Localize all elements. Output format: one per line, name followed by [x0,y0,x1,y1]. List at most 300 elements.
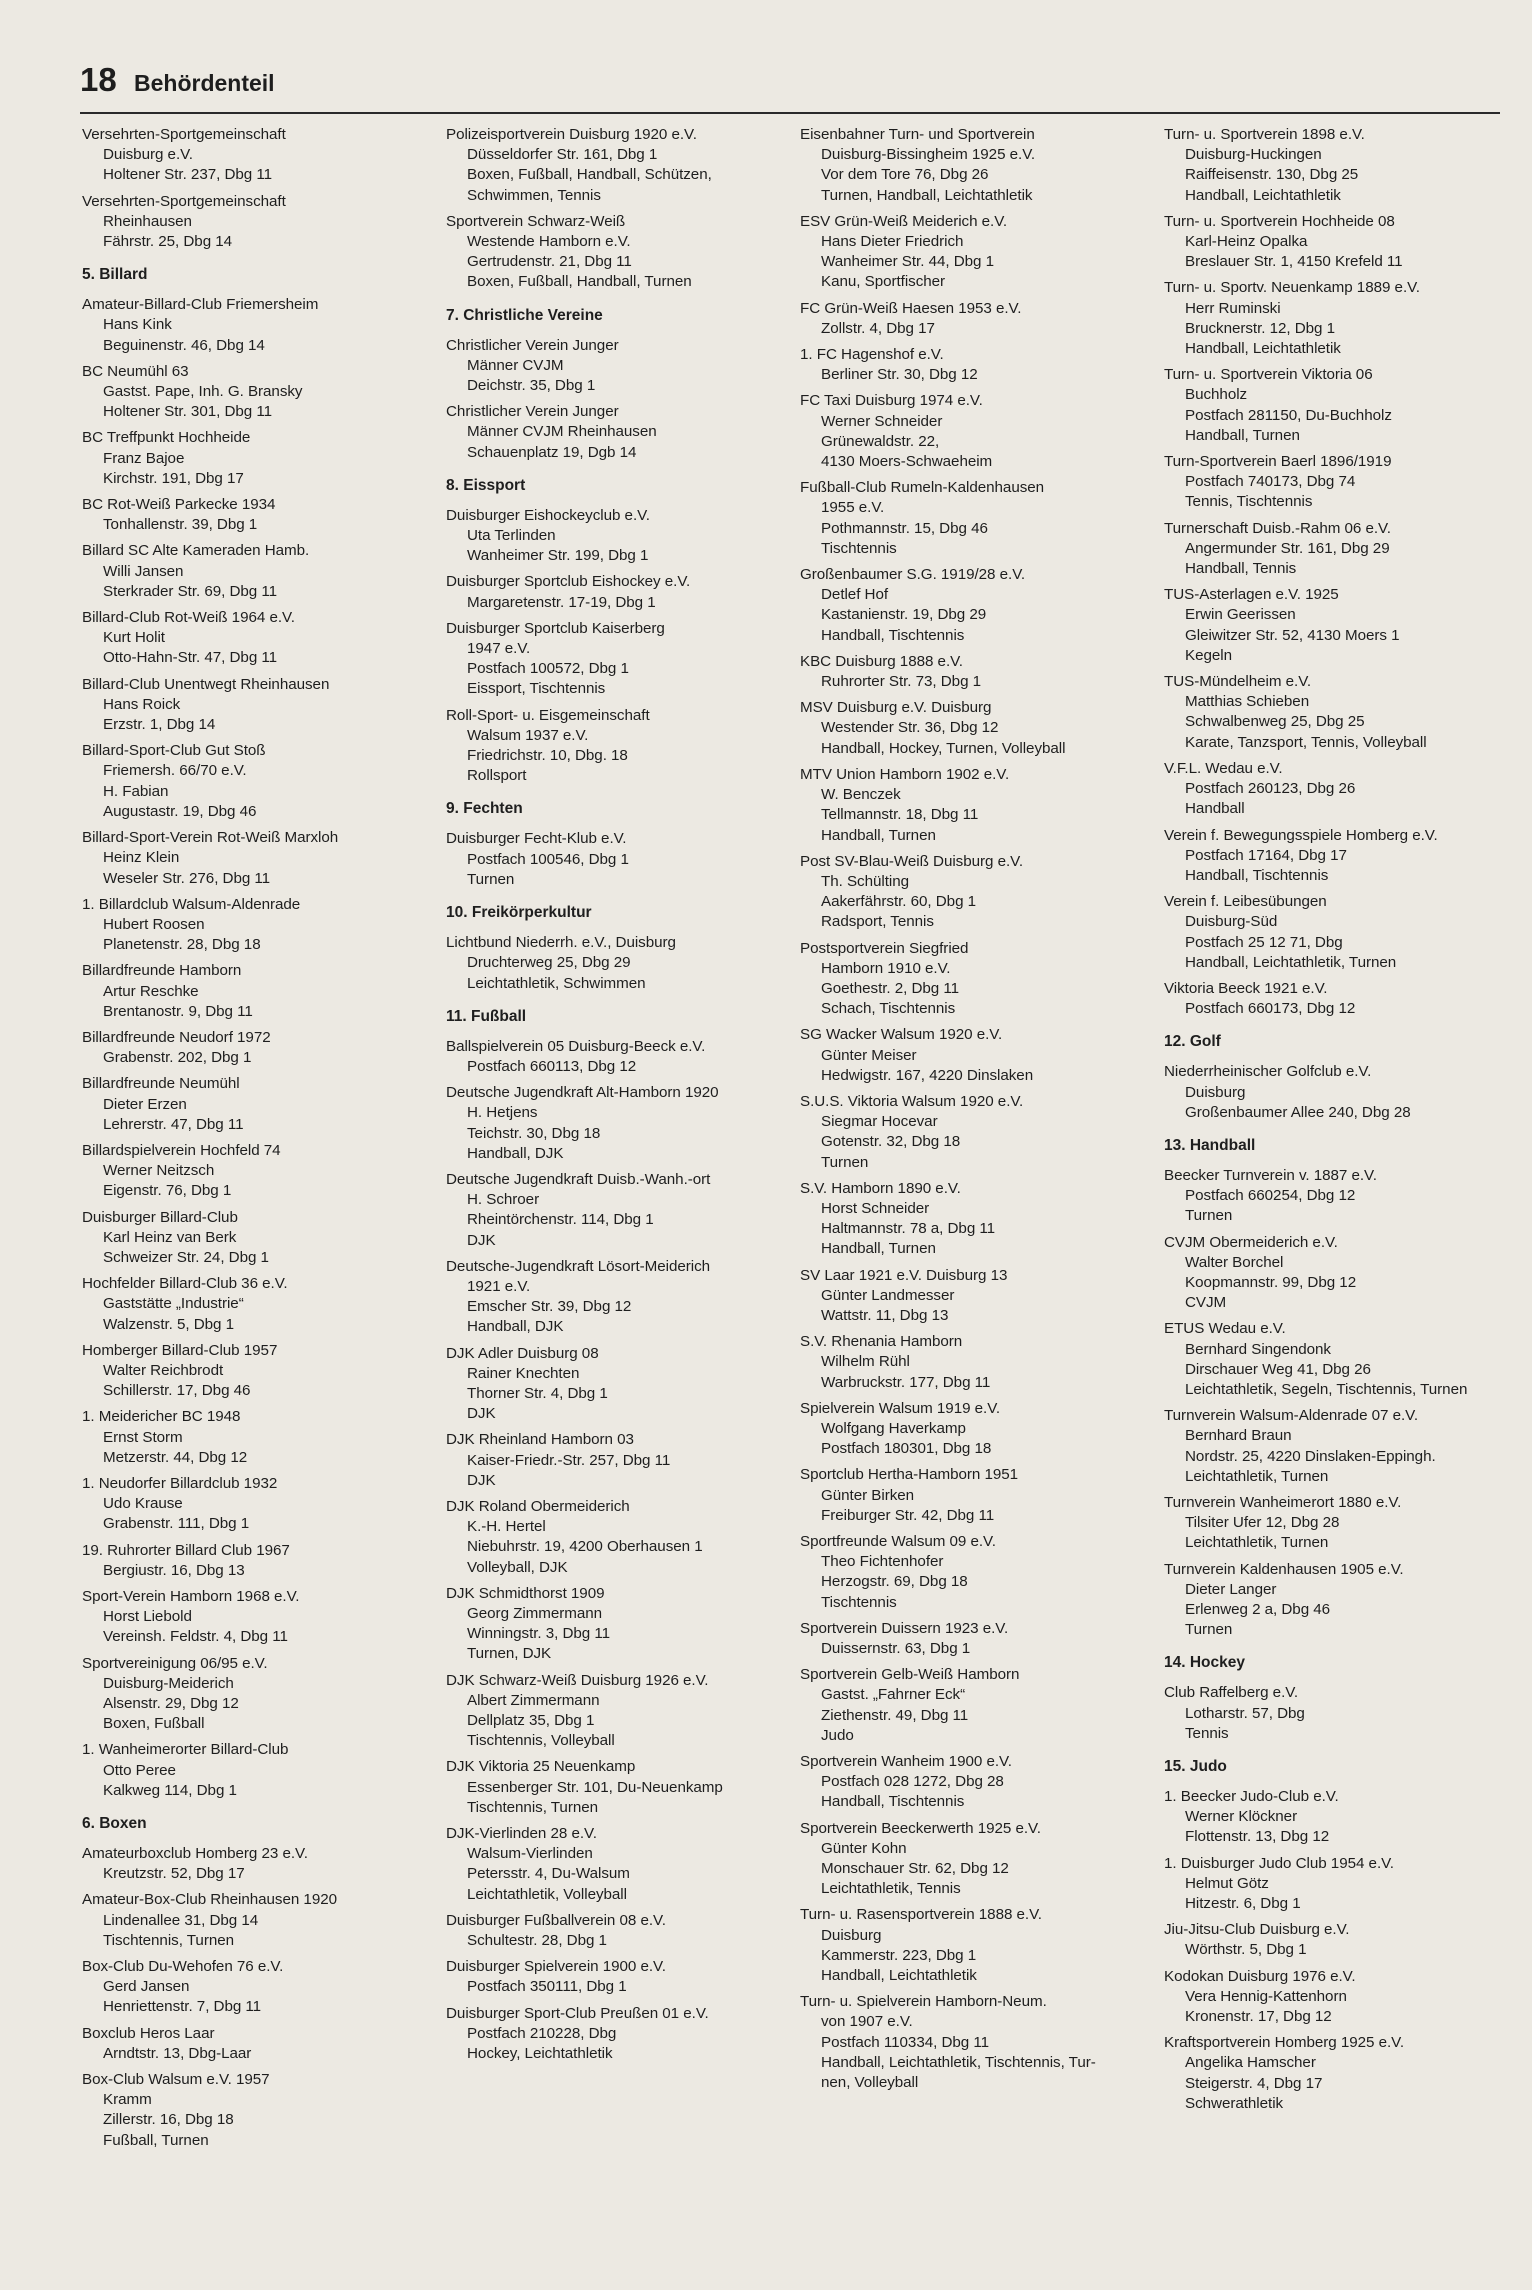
club-name: Großenbaumer S.G. 1919/28 e.V. [800,566,1026,584]
club-detail: Hans Roick [103,695,181,713]
club-detail: Niebuhrstr. 19, 4200 Oberhausen 1 [467,1538,703,1556]
club-entry [1164,826,1499,887]
club-detail: Handball, Leichtathletik, Tischtennis, Tur- [821,2053,1096,2071]
club-entry [82,1407,417,1468]
club-entry [800,1665,1135,1746]
club-entry [1164,672,1499,753]
club-name: Turnerschaft Duisb.-Rahm 06 e.V. [1164,519,1391,537]
club-detail: Hitzestr. 6, Dbg 1 [1185,1895,1301,1913]
club-name: Postsportverein Siegfried [800,939,969,957]
club-detail: Weseler Str. 276, Dbg 11 [103,869,271,887]
club-name: 1. Wanheimerorter Billard-Club [82,1741,289,1759]
category-heading: 14. Hockey [1164,1654,1245,1672]
club-name: Sportclub Hertha-Hamborn 1951 [800,1466,1019,1484]
club-detail: Horst Schneider [821,1199,930,1217]
club-detail: Werner Schneider [821,412,943,430]
club-detail: Kurt Holit [103,629,165,647]
club-detail: Dirschauer Weg 41, Dbg 26 [1185,1360,1371,1378]
club-name: Niederrheinischer Golfclub e.V. [1164,1063,1372,1081]
club-detail: Rheinhausen [103,212,192,230]
club-detail: Westender Str. 36, Dbg 12 [821,719,999,737]
club-name: KBC Duisburg 1888 e.V. [800,652,963,670]
club-detail: K.-H. Hertel [467,1518,546,1536]
club-detail: Walter Borchel [1185,1253,1284,1271]
club-name: Spielverein Walsum 1919 e.V. [800,1399,1001,1417]
club-detail: Freiburger Str. 42, Dbg 11 [821,1506,995,1524]
club-detail: Ruhrorter Str. 73, Dbg 1 [821,673,982,691]
club-detail: Schauenplatz 19, Dgb 14 [467,443,637,461]
club-name: DJK-Vierlinden 28 e.V. [446,1825,597,1843]
club-detail: Helmut Götz [1185,1874,1269,1892]
club-name: Ballspielverein 05 Duisburg-Beeck e.V. [446,1037,706,1055]
club-name: Amateurboxclub Homberg 23 e.V. [82,1845,308,1863]
club-detail: Handball, Tennis [1185,560,1297,578]
club-entry [446,1037,781,1077]
club-detail: Grabenstr. 111, Dbg 1 [103,1515,250,1533]
club-name: Box-Club Walsum e.V. 1957 [82,2071,270,2089]
club-detail: Friedrichstr. 10, Dbg. 18 [467,747,628,765]
club-detail: Margaretenstr. 17-19, Dbg 1 [467,593,656,611]
club-detail: Schach, Tischtennis [821,1000,956,1018]
club-entry [82,362,417,423]
club-detail: Horst Liebold [103,1608,192,1626]
club-name: Versehrten-Sportgemeinschaft [82,126,286,143]
club-detail: Willi Jansen [103,562,184,580]
directory-group [82,1813,417,2151]
category-heading: 12. Golf [1164,1033,1221,1051]
club-name: DJK Rheinland Hamborn 03 [446,1431,634,1449]
club-detail: Lindenallee 31, Dbg 14 [103,1911,259,1929]
club-detail: H. Schroer [467,1191,540,1209]
club-detail: Kramm [103,2091,152,2109]
club-name: Homberger Billard-Club 1957 [82,1341,278,1359]
club-detail: Koopmannstr. 99, Dbg 12 [1185,1273,1357,1291]
club-name: TUS-Mündelheim e.V. [1164,673,1312,691]
club-detail: Steigerstr. 4, Dbg 17 [1185,2074,1323,2092]
directory-group [82,264,417,1801]
club-name: Duisburger Fecht-Klub e.V. [446,830,627,848]
club-detail: Gertrudenstr. 21, Dbg 11 [467,253,632,271]
club-detail: Hubert Roosen [103,915,205,933]
club-detail: Druchterweg 25, Dbg 29 [467,954,631,972]
club-entry [800,1266,1135,1327]
club-entry [800,1752,1135,1813]
club-name: ETUS Wedau e.V. [1164,1320,1286,1338]
club-detail: Duisburg-Meiderich [103,1674,234,1692]
club-detail: Düsseldorfer Str. 161, Dbg 1 [467,146,658,164]
club-name: Billardspielverein Hochfeld 74 [82,1141,281,1159]
club-entry [800,852,1135,933]
club-name: Duisburger Billard-Club [82,1208,238,1226]
club-detail: Volleyball, DJK [467,1558,568,1576]
club-detail: Duisburg e.V. [103,146,193,164]
club-detail: Handball, Turnen [1185,426,1300,444]
club-detail: Leichtathletik, Volleyball [467,1885,627,1903]
club-detail: Leichtathletik, Turnen [1185,1534,1329,1552]
club-entry [1164,2033,1499,2114]
category-heading: 7. Christliche Vereine [446,306,603,324]
category-heading: 11. Fußball [446,1007,527,1025]
club-detail: Erzstr. 1, Dbg 14 [103,716,216,734]
club-detail: Vereinsh. Feldstr. 4, Dbg 11 [103,1628,288,1646]
club-entry [1164,1854,1499,1915]
club-entry [1164,365,1499,446]
club-detail: Postfach 100546, Dbg 1 [467,850,629,868]
directory-group [446,125,781,293]
club-detail: Siegmar Hocevar [821,1113,938,1131]
club-entry [1164,1560,1499,1641]
club-detail: Karl Heinz van Berk [103,1228,237,1246]
club-detail: Thorner Str. 4, Dbg 1 [467,1384,608,1402]
club-detail: Alsenstr. 29, Dbg 12 [103,1695,239,1713]
club-detail: Postfach 281150, Du-Buchholz [1185,406,1392,424]
club-entry [1164,1920,1499,1960]
club-name: Turn- u. Spielverein Hamborn-Neum. [800,1993,1047,2011]
club-detail: Teichstr. 30, Dbg 18 [467,1124,601,1142]
club-detail: Matthias Schieben [1185,693,1310,711]
club-detail: Dieter Erzen [103,1095,187,1113]
club-detail: Hans Kink [103,316,172,334]
club-detail: Goethestr. 2, Dbg 11 [821,979,960,997]
club-entry [800,1619,1135,1659]
club-detail: Sterkrader Str. 69, Dbg 11 [103,582,278,600]
club-detail: Judo [821,1726,854,1744]
directory-group [1164,1652,1499,1744]
club-entry [82,1957,417,2018]
club-name: Viktoria Beeck 1921 e.V. [1164,979,1328,997]
club-entry [82,1541,417,1581]
club-name: Billardfreunde Neudorf 1972 [82,1028,271,1046]
club-entry [1164,759,1499,820]
club-detail: 1947 e.V. [467,640,531,658]
club-detail: Leichtathletik, Tennis [821,1880,961,1898]
club-name: Versehrten-Sportgemeinschaft [82,192,286,210]
club-name: Duisburger Sport-Club Preußen 01 e.V. [446,2004,709,2022]
club-name: Jiu-Jitsu-Club Duisburg e.V. [1164,1921,1350,1939]
club-detail: Albert Zimmermann [467,1691,600,1709]
club-detail: Warbruckstr. 177, Dbg 11 [821,1373,991,1391]
club-entry [82,961,417,1022]
club-entry [446,506,781,567]
club-detail: Duisburg-Bissingheim 1925 e.V. [821,146,1036,164]
club-detail: Vera Hennig-Kattenhorn [1185,1987,1347,2005]
club-entry [82,1844,417,1884]
club-entry [82,1341,417,1402]
club-entry [82,675,417,736]
club-entry [800,478,1135,559]
club-name: CVJM Obermeiderich e.V. [1164,1233,1338,1251]
directory-group [1164,1031,1499,1123]
club-name: Turnverein Walsum-Aldenrade 07 e.V. [1164,1407,1419,1425]
club-entry [800,1819,1135,1900]
club-entry [1164,1062,1499,1123]
club-detail: Günter Kohn [821,1839,907,1857]
club-detail: Karl-Heinz Opalka [1185,233,1308,251]
club-detail: Hedwigstr. 167, 4220 Dinslaken [821,1066,1034,1084]
club-name: Turn- u. Sportverein Hochheide 08 [1164,212,1395,230]
club-entry [800,125,1135,206]
club-detail: Otto-Hahn-Str. 47, Dbg 11 [103,649,278,667]
club-entry [1164,892,1499,973]
club-detail: Zillerstr. 16, Dbg 18 [103,2111,234,2129]
club-detail: Tischtennis, Turnen [103,1931,235,1949]
club-name: 1. Neudorfer Billardclub 1932 [82,1474,278,1492]
club-detail: Handball, Leichtathletik [1185,340,1341,358]
directory-group [82,125,417,186]
club-name: Deutsche-Jugendkraft Lösort-Meiderich [446,1257,711,1275]
club-detail: Bernhard Braun [1185,1427,1292,1445]
club-detail: Winningstr. 3, Dbg 11 [467,1625,611,1643]
club-name: 1. Duisburger Judo Club 1954 e.V. [1164,1854,1394,1872]
club-entry [1164,1166,1499,1227]
directory-group [1164,1756,1499,2114]
club-detail: Augustastr. 19, Dbg 46 [103,802,257,820]
club-detail: Grünewaldstr. 22, [821,432,940,450]
club-entry [800,1092,1135,1173]
club-detail: Henriettenstr. 7, Dbg 11 [103,1998,262,2016]
club-entry [1164,519,1499,580]
club-detail: H. Fabian [103,782,169,800]
column-1 [82,125,417,2157]
club-name: Billard-Sport-Club Gut Stoß [82,742,266,760]
club-entry [82,495,417,535]
club-detail: Emscher Str. 39, Dbg 12 [467,1298,632,1316]
club-detail: Gastst. „Fahrner Eck“ [821,1686,966,1704]
club-entry [446,1430,781,1491]
club-entry [800,1465,1135,1526]
club-detail: Kronenstr. 17, Dbg 12 [1185,2008,1332,2026]
club-detail: Handball [1185,800,1245,818]
club-entry [1164,1406,1499,1487]
club-entry [446,619,781,700]
club-entry [446,1497,781,1578]
club-detail: Arndtstr. 13, Dbg-Laar [103,2044,252,2062]
club-detail: Tischtennis [821,1593,897,1611]
club-detail: Herr Ruminski [1185,299,1281,317]
category-heading: 5. Billard [82,266,148,284]
club-detail: Detlef Hof [821,586,889,604]
column-3 [800,125,1135,2099]
club-detail: Postfach 210228, Dbg [467,2024,617,2042]
section-title: Behördenteil [134,70,275,96]
club-detail: Postfach 350111, Dbg 1 [467,1978,627,1996]
directory-group [446,902,781,994]
club-name: Sportverein Schwarz-Weiß [446,212,626,230]
club-detail: Tennis [1185,1724,1229,1742]
club-detail: Zollstr. 4, Dbg 17 [821,319,935,337]
club-detail: Aakerfährstr. 60, Dbg 1 [821,893,977,911]
club-detail: Walter Reichbrodt [103,1361,224,1379]
club-detail: Postfach 25 12 71, Dbg [1185,933,1343,951]
club-entry [800,1399,1135,1460]
club-entry [446,1757,781,1818]
club-entry [1164,452,1499,513]
club-detail: Wörthstr. 5, Dbg 1 [1185,1941,1307,1959]
club-detail: Duisburg [821,1926,882,1944]
club-entry [1164,1493,1499,1554]
club-detail: Postfach 260123, Dbg 26 [1185,780,1356,798]
club-detail: Kaiser-Friedr.-Str. 257, Dbg 11 [467,1451,671,1469]
club-name: Duisburger Sportclub Eishockey e.V. [446,573,691,591]
club-entry [82,1587,417,1648]
club-entry [82,2070,417,2151]
club-detail: 4130 Moers-Schwaeheim [821,453,993,471]
category-heading: 13. Handball [1164,1136,1256,1154]
club-detail: Hamborn 1910 e.V. [821,959,951,977]
club-entry [82,295,417,356]
club-entry [446,1957,781,1997]
category-heading: 8. Eissport [446,476,526,494]
club-entry [82,1890,417,1951]
club-detail: Gotenstr. 32, Dbg 18 [821,1133,961,1151]
column-2 [446,125,781,2070]
club-entry [446,212,781,293]
club-name: Roll-Sport- u. Eisgemeinschaft [446,706,650,724]
club-entry [1164,1233,1499,1314]
club-entry [446,572,781,612]
club-detail: Walsum-Vierlinden [467,1845,593,1863]
club-name: Turn-Sportverein Baerl 1896/1919 [1164,453,1392,471]
club-entry [82,192,417,253]
club-detail: Handball, Leichtathletik [1185,186,1341,204]
club-entry [446,1083,781,1164]
club-name: Amateur-Box-Club Rheinhausen 1920 [82,1891,338,1909]
club-detail: DJK [467,1405,496,1423]
club-detail: Duissernstr. 63, Dbg 1 [821,1640,971,1658]
club-detail: Erwin Geerissen [1185,606,1296,624]
club-entry [446,2004,781,2065]
club-entry [446,1584,781,1665]
club-detail: Turnen, DJK [467,1645,552,1663]
club-entry [800,939,1135,1020]
club-entry [82,428,417,489]
club-detail: Großenbaumer Allee 240, Dbg 28 [1185,1103,1411,1121]
club-detail: Rollsport [467,767,527,785]
club-detail: Tischtennis [821,539,897,557]
club-detail: Handball, DJK [467,1144,564,1162]
club-detail: Kastanienstr. 19, Dbg 29 [821,606,987,624]
club-detail: Friemersh. 66/70 e.V. [103,762,247,780]
club-entry [82,1274,417,1335]
club-entry [446,402,781,463]
category-heading: 15. Judo [1164,1758,1227,1776]
club-detail: Fußball, Turnen [103,2131,209,2149]
club-detail: von 1907 e.V. [821,2013,913,2031]
club-detail: Karate, Tanzsport, Tennis, Volleyball [1185,733,1427,751]
club-detail: Handball, Hockey, Turnen, Volleyball [821,739,1066,757]
club-detail: Metzerstr. 44, Dbg 12 [103,1448,248,1466]
club-detail: Gastst. Pape, Inh. G. Bransky [103,383,303,401]
club-detail: DJK [467,1471,496,1489]
club-detail: Heinz Klein [103,849,180,867]
club-entry [1164,1683,1499,1744]
club-detail: Boxen, Fußball, Handball, Turnen [467,273,692,291]
club-entry [446,1671,781,1752]
club-detail: Beguinenstr. 46, Dbg 14 [103,336,265,354]
club-name: 19. Ruhrorter Billard Club 1967 [82,1541,290,1559]
club-detail: Gerd Jansen [103,1978,190,1996]
club-detail: Schweizer Str. 24, Dbg 1 [103,1248,269,1266]
club-name: Sport-Verein Hamborn 1968 e.V. [82,1588,300,1605]
club-detail: Erlenweg 2 a, Dbg 46 [1185,1601,1331,1618]
club-detail: Boxen, Fußball [103,1715,205,1733]
club-entry [800,212,1135,293]
club-entry [800,299,1135,339]
column-4 [1164,125,1499,2120]
club-detail: nen, Volleyball [821,2074,919,2092]
club-detail: Pothmannstr. 15, Dbg 46 [821,519,988,537]
club-entry [82,2024,417,2064]
club-entry [446,1170,781,1251]
club-detail: Günter Birken [821,1486,915,1504]
club-detail: Deichstr. 35, Dbg 1 [467,377,596,395]
club-entry [82,828,417,889]
club-entry [800,1905,1135,1986]
club-name: Duisburger Sportclub Kaiserberg [446,619,665,637]
club-detail: Hockey, Leichtathletik [467,2045,613,2063]
club-entry [82,1141,417,1202]
club-detail: Artur Reschke [103,982,199,1000]
club-name: Sportverein Beeckerwerth 1925 e.V. [800,1819,1041,1837]
club-detail: Männer CVJM [467,356,564,374]
club-entry [1164,1787,1499,1848]
club-detail: Eissport, Tischtennis [467,680,606,698]
club-detail: Schillerstr. 17, Dbg 46 [103,1382,251,1400]
club-detail: Rainer Knechten [467,1364,580,1382]
club-detail: Postfach 660113, Dbg 12 [467,1057,637,1075]
directory-group [446,475,781,787]
club-name: Sportverein Wanheim 1900 e.V. [800,1753,1012,1771]
club-detail: Handball, Leichtathletik [821,1967,977,1985]
club-detail: Wanheimer Str. 44, Dbg 1 [821,253,994,271]
club-entry [446,336,781,397]
club-entry [446,1911,781,1951]
club-detail: Kreutzstr. 52, Dbg 17 [103,1865,245,1883]
club-detail: Rheintörchenstr. 114, Dbg 1 [467,1211,654,1229]
club-name: DJK Schmidthorst 1909 [446,1584,605,1602]
club-detail: Vor dem Tore 76, Dbg 26 [821,166,989,184]
club-detail: Wattstr. 11, Dbg 13 [821,1306,949,1324]
club-detail: Angermunder Str. 161, Dbg 29 [1185,539,1390,557]
club-entry [446,933,781,994]
club-detail: Postfach 740173, Dbg 74 [1185,473,1356,491]
club-name: 1. Beecker Judo-Club e.V. [1164,1788,1339,1806]
club-detail: Handball, Tischtennis [821,1793,965,1811]
club-name: Billard-Club Rot-Weiß 1964 e.V. [82,609,295,627]
club-detail: Haltmannstr. 78 a, Dbg 11 [821,1220,996,1238]
club-detail: Turnen [1185,1207,1233,1225]
club-detail: Werner Klöckner [1185,1808,1298,1826]
club-name: Eisenbahner Turn- und Sportverein [800,126,1035,143]
club-detail: Lotharstr. 57, Dbg [1185,1704,1305,1722]
club-detail: Angelika Hamscher [1185,2054,1316,2072]
club-name: Boxclub Heros Laar [82,2024,215,2042]
club-detail: Gleiwitzer Str. 52, 4130 Moers 1 [1185,626,1400,644]
club-name: Turn- u. Rasensportverein 1888 e.V. [800,1906,1042,1924]
club-name: Sportverein Duissern 1923 e.V. [800,1619,1009,1637]
club-entry [82,741,417,822]
club-name: BC Neumühl 63 [82,362,189,380]
directory-group [82,192,417,253]
club-detail: Handball, Tischtennis [821,626,965,644]
club-detail: Postfach 180301, Dbg 18 [821,1440,992,1458]
club-name: Deutsche Jugendkraft Alt-Hamborn 1920 [446,1084,719,1102]
club-detail: Theo Fichtenhofer [821,1553,944,1571]
club-name: Beecker Turnverein v. 1887 e.V. [1164,1166,1377,1184]
club-entry [82,1074,417,1135]
club-detail: 1955 e.V. [821,499,885,517]
club-detail: Uta Terlinden [467,527,556,545]
